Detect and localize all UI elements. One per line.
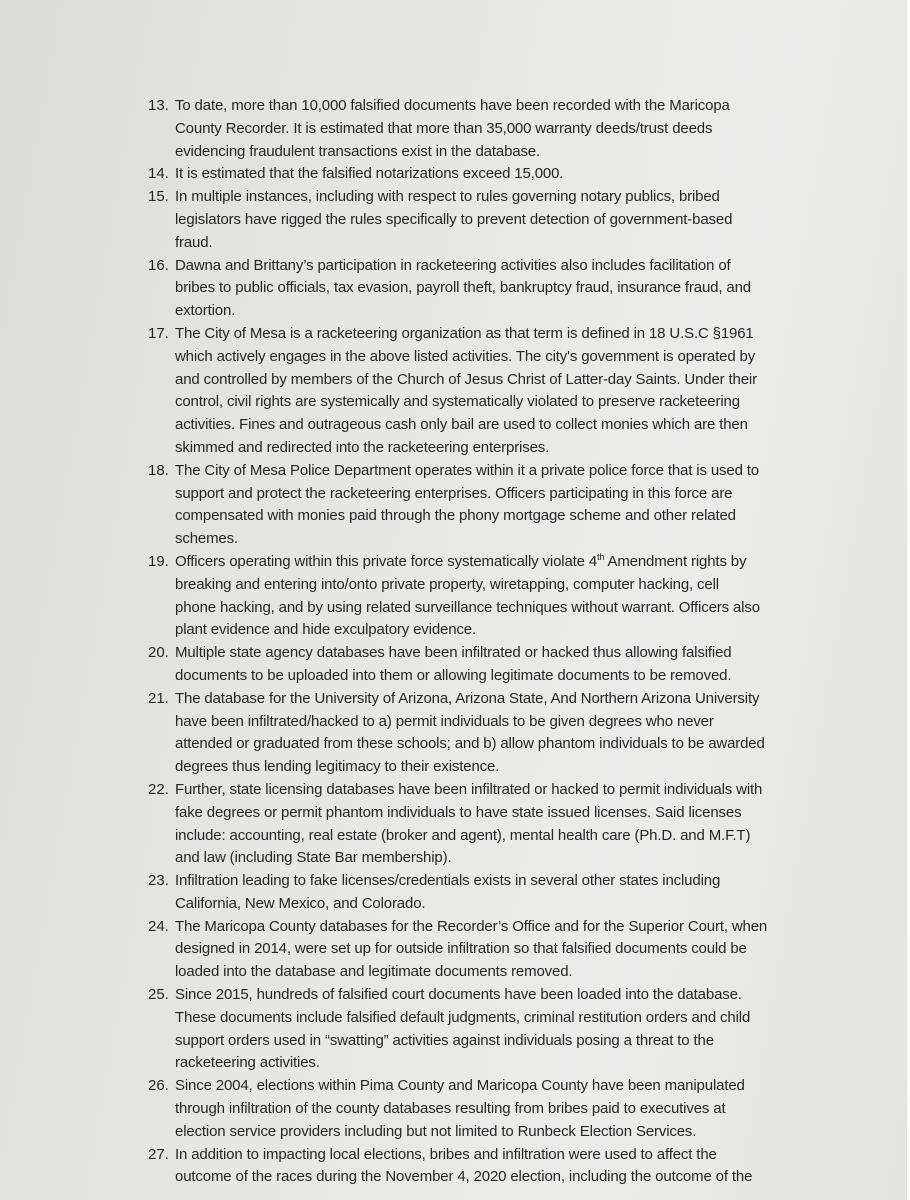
text-line: documents to be uploaded into them or allowing legitimate documents to be removed. xyxy=(175,666,732,684)
paragraph-number: 27. xyxy=(148,1145,169,1163)
paragraph-text xyxy=(175,984,848,1075)
text-line: activities. Fines and outrageous cash only bail are used to collect monies which are then xyxy=(175,416,748,434)
paragraph-number: 13. xyxy=(148,97,169,114)
numbered-paragraph xyxy=(148,688,848,779)
text-line: skimmed and redirected into the racketeering enterprises. xyxy=(175,438,550,456)
text-line: The database for the University of Arizona, Arizona State, And Northern Arizona University xyxy=(175,689,760,707)
text-line: evidencing fraudulent transactions exist in the database. xyxy=(175,142,541,160)
text-line: Since 2004, elections within Pima County and Maricopa County have been manipulated xyxy=(175,1077,745,1095)
text-line: These documents include falsified default judgments, criminal restitution orders and child xyxy=(175,1008,751,1026)
text-line: The Maricopa County databases for the Recorder’s Office and for the Superior Court, when xyxy=(175,917,768,935)
text-line: election service providers including but not limited to Runbeck Election Services. xyxy=(175,1122,697,1140)
text-line: Multiple state agency databases have been infiltrated or hacked thus allowing falsified xyxy=(175,644,732,662)
text-line: support orders used in “swatting” activities against individuals posing a threat to the xyxy=(175,1031,714,1049)
text-line: have been infiltrated/hacked to a) permit individuals to be given degrees who never xyxy=(175,712,714,730)
paragraph-number: 18. xyxy=(148,461,169,479)
paragraph-text xyxy=(175,186,848,254)
numbered-paragraph xyxy=(148,1144,848,1190)
text-line: include: accounting, real estate (broker and agent), mental health care (Ph.D. and M.F.T) xyxy=(175,826,751,844)
paragraph-number: 23. xyxy=(148,872,169,890)
superscript: th xyxy=(597,551,605,562)
paragraph-number: 14. xyxy=(148,165,169,183)
paragraph-text xyxy=(175,460,848,551)
text-line: support and protect the racketeering enterprises. Officers participating in this force are xyxy=(175,484,733,502)
text-line: attended or graduated from these schools; and b) allow phantom individuals to be awarded xyxy=(175,735,765,753)
paragraph-text xyxy=(175,551,848,642)
numbered-paragraph xyxy=(148,95,848,163)
text-line: breaking and entering into/onto private property, wiretapping, computer hacking, cell xyxy=(175,575,719,593)
text-line: California, New Mexico, and Colorado. xyxy=(175,894,426,912)
text-line: legislators have rigged the rules specifically to prevent detection of government-based xyxy=(175,210,733,228)
text-line: degrees thus lending legitimacy to their existence. xyxy=(175,758,500,776)
paragraph-number: 19. xyxy=(148,552,169,570)
paragraph-text xyxy=(175,870,848,916)
paragraph-number: 26. xyxy=(148,1077,169,1095)
text-line: control, civil rights are systemically and systematically violated to preserve racketeering xyxy=(175,393,740,411)
paragraph-number: 15. xyxy=(148,188,169,206)
paragraph-text xyxy=(175,323,848,460)
paragraph-text xyxy=(175,163,848,186)
text-line: In addition to impacting local elections, bribes and infiltration were used to affect the xyxy=(175,1145,717,1163)
paragraph-text xyxy=(175,1075,848,1143)
text-segment: Amendment rights by xyxy=(604,552,747,570)
paragraph-text xyxy=(175,688,848,779)
text-line: and law (including State Bar membership). xyxy=(175,849,452,867)
paragraph-text xyxy=(175,779,848,870)
text-line: bribes to public officials, tax evasion, payroll theft, bankruptcy fraud, insurance fraud, and xyxy=(175,279,751,297)
paragraph-text xyxy=(175,1144,848,1190)
text-line xyxy=(175,551,848,574)
text-line: and controlled by members of the Church of Jesus Christ of Latter-day Saints. Under their xyxy=(175,370,757,388)
text-line: racketeering activities. xyxy=(175,1054,320,1072)
numbered-paragraph xyxy=(148,642,848,688)
text-line: Since 2015, hundreds of falsified court documents have been loaded into the database. xyxy=(175,986,742,1004)
text-line: compensated with monies paid through the phony mortgage scheme and other related xyxy=(175,507,736,525)
numbered-paragraph xyxy=(148,460,848,551)
paragraph-number: 21. xyxy=(148,689,169,707)
paragraph-text xyxy=(175,255,848,323)
paragraph-number: 17. xyxy=(148,324,169,342)
numbered-paragraph xyxy=(148,163,848,186)
text-line: It is estimated that the falsified notarizations exceed 15,000. xyxy=(175,165,564,183)
text-line: Further, state licensing databases have been infiltrated or hacked to permit individuals with xyxy=(175,780,763,798)
numbered-paragraph xyxy=(148,916,848,984)
paragraph-text xyxy=(175,95,848,163)
paragraph-number: 22. xyxy=(148,780,169,798)
text-segment: Officers operating within this private force systematically violate 4 xyxy=(175,552,598,570)
text-line: The City of Mesa Police Department operates within it a private police force that is used to xyxy=(175,461,759,479)
text-line: Infiltration leading to fake licenses/credentials exists in several other states including xyxy=(175,872,721,890)
paragraph-number: 25. xyxy=(148,986,169,1004)
text-line: fake degrees or permit phantom individuals to have state issued licenses. Said licenses xyxy=(175,803,742,821)
text-line: plant evidence and hide exculpatory evidence. xyxy=(175,621,476,639)
text-line: designed in 2014, were set up for outside infiltration so that falsified documents could be xyxy=(175,940,747,958)
text-line: The City of Mesa is a racketeering organization as that term is defined in 18 U.S.C §1961 xyxy=(175,324,754,342)
text-line: phone hacking, and by using related surveillance techniques without warrant. Officers also xyxy=(175,598,760,616)
numbered-paragraph xyxy=(148,186,848,254)
numbered-paragraph xyxy=(148,984,848,1075)
text-line: County Recorder. It is estimated that more than 35,000 warranty deeds/trust deeds xyxy=(175,119,713,137)
text-line: fraud. xyxy=(175,233,213,251)
text-line: Dawna and Brittany’s participation in racketeering activities also includes facilitation of xyxy=(175,256,731,274)
text-line: schemes. xyxy=(175,530,238,548)
numbered-paragraph xyxy=(148,255,848,323)
paragraph-number: 24. xyxy=(148,917,169,935)
numbered-paragraph xyxy=(148,779,848,870)
numbered-paragraph xyxy=(148,551,848,642)
paragraph-number: 20. xyxy=(148,644,169,662)
text-line: extortion. xyxy=(175,302,236,320)
numbered-paragraph xyxy=(148,870,848,916)
text-line: To date, more than 10,000 falsified documents have been recorded with the Maricopa xyxy=(175,97,730,114)
document-page xyxy=(148,95,848,1189)
paragraph-text xyxy=(175,916,848,984)
paragraph-text xyxy=(175,642,848,688)
text-line: through infiltration of the county databases resulting from bribes paid to executives at xyxy=(175,1100,726,1118)
text-line: which actively engages in the above listed activities. The city's government is operated by xyxy=(175,347,756,365)
text-line: outcome of the races during the November 4, 2020 election, including the outcome of the xyxy=(175,1168,753,1186)
numbered-paragraph xyxy=(148,1075,848,1143)
numbered-paragraph xyxy=(148,323,848,460)
text-line: loaded into the database and legitimate documents removed. xyxy=(175,963,573,981)
paragraph-number: 16. xyxy=(148,256,169,274)
text-line: In multiple instances, including with respect to rules governing notary publics, bribed xyxy=(175,188,720,206)
